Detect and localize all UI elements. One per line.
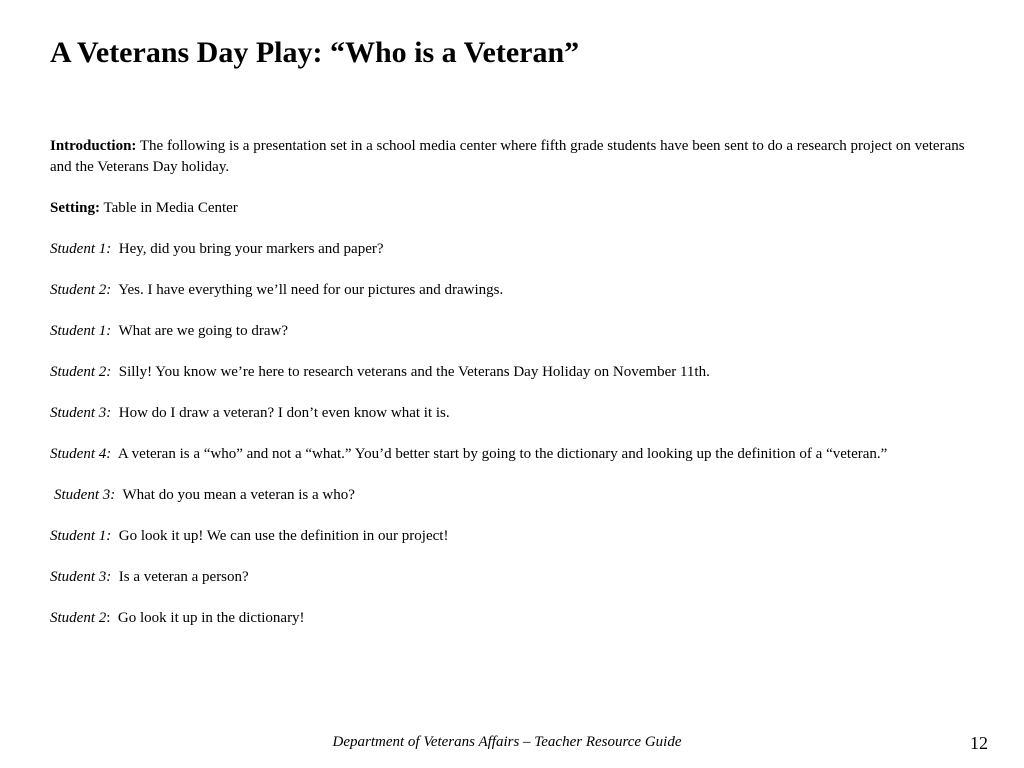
dialogue-line (50, 321, 980, 342)
dialogue-text: A veteran is a “who” and not a “what.” You’d better start by going to the dictionary and looking up the definition of a “veteran.” (111, 446, 888, 462)
dialogue-line (50, 280, 980, 301)
dialogue-line (50, 403, 980, 424)
speaker-label: Student 1: (50, 241, 112, 257)
setting-label: Setting: (50, 200, 100, 216)
dialogue-line (50, 526, 980, 547)
dialogue-text: Silly! You know we’re here to research veterans and the Veterans Day Holiday on November 11th. (111, 364, 710, 380)
speaker-label: Student 1: (50, 323, 112, 339)
speaker-label: Student 3: (54, 487, 116, 503)
dialogue-line (50, 567, 980, 588)
dialogue-line (50, 485, 980, 506)
dialogue-line (50, 608, 980, 629)
script-body (50, 136, 980, 649)
setting-paragraph (50, 198, 980, 219)
page-number: 12 (970, 733, 988, 753)
dialogue-text: : Go look it up in the dictionary! (106, 610, 305, 626)
introduction-paragraph (50, 136, 980, 178)
page-title: A Veterans Day Play: “Who is a Veteran” (50, 36, 580, 69)
dialogue-line (50, 239, 980, 260)
dialogue-text: Yes. I have everything we’ll need for our pictures and drawings. (111, 282, 504, 298)
dialogue-text: Is a veteran a person? (111, 569, 249, 585)
introduction-label: Introduction: (50, 138, 137, 154)
speaker-label: Student 2: (50, 364, 112, 380)
speaker-label: Student 3: (50, 569, 112, 585)
introduction-text: The following is a presentation set in a school media center where fifth grade students have been sent to do a research project on veterans and the Veterans Day holiday. (50, 138, 965, 175)
speaker-label: Student 3: (50, 405, 112, 421)
dialogue-text: How do I draw a veteran? I don’t even know what it is. (111, 405, 450, 421)
dialogue-line (50, 444, 980, 465)
speaker-label: Student 1: (50, 528, 112, 544)
dialogue-text: Go look it up! We can use the definition in our project! (111, 528, 449, 544)
speaker-label: Student 2: (50, 282, 112, 298)
setting-text: Table in Media Center (100, 200, 238, 216)
footer-text: Department of Veterans Affairs – Teacher Resource Guide (332, 734, 682, 750)
dialogue-text: What are we going to draw? (111, 323, 288, 339)
speaker-label: Student 2 (50, 610, 107, 626)
dialogue-text: Hey, did you bring your markers and paper? (111, 241, 384, 257)
speaker-label: Student 4: (50, 446, 112, 462)
dialogue-line (50, 362, 980, 383)
dialogue-text: What do you mean a veteran is a who? (115, 487, 355, 503)
